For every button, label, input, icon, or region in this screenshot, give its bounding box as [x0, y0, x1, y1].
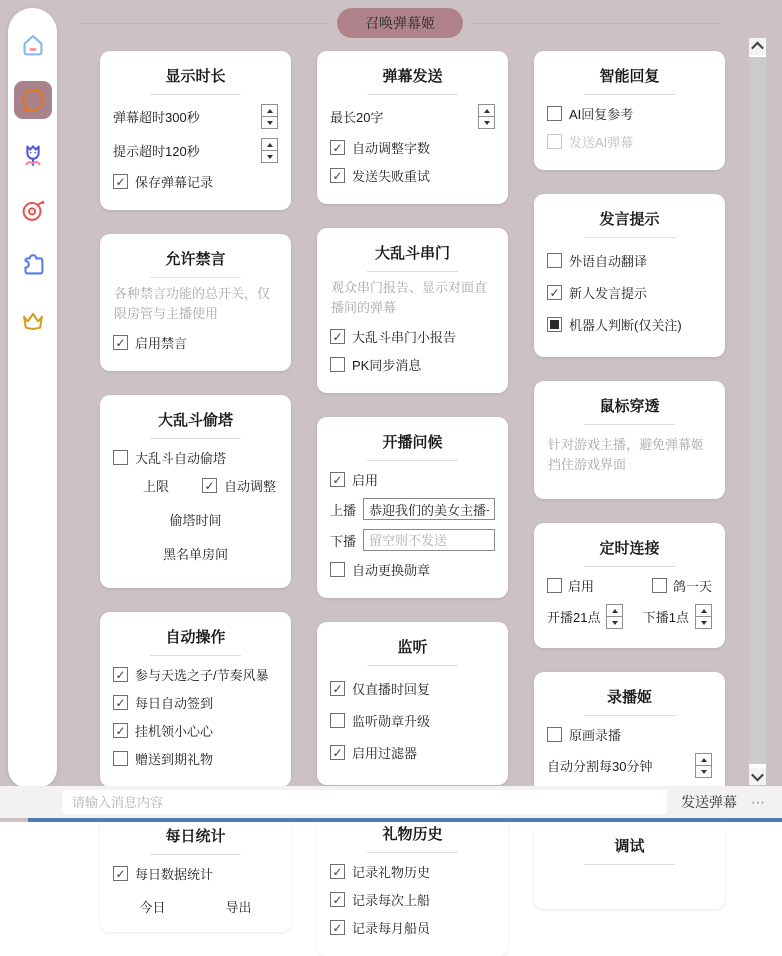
spinner-down-icon[interactable]: [262, 117, 277, 128]
enable-checkbox-row[interactable]: [547, 576, 594, 595]
card-speech-hint: [534, 194, 725, 357]
vinyl-record-icon: [18, 195, 48, 225]
max-length-row: [330, 104, 495, 129]
checkbox-label: 发送AI弹幕: [569, 135, 634, 150]
checkbox: [547, 134, 562, 149]
auto-split-spinner[interactable]: [695, 753, 712, 778]
chevron-up-icon: [751, 42, 764, 55]
card-title-rule: [584, 94, 675, 95]
message-composer-bar: [0, 786, 782, 818]
checkbox-label: 大乱斗自动偷塔: [135, 451, 227, 467]
start-hour-label: 开播21点: [547, 610, 601, 626]
more-options-button[interactable]: ⋯: [751, 793, 766, 810]
card-auto-operations: [100, 612, 291, 787]
card-title-rule: [584, 424, 675, 425]
enable-filter-checkbox-row[interactable]: [330, 743, 495, 762]
checkbox-label: 鸽一天: [672, 579, 712, 595]
spinner-up-icon[interactable]: [696, 754, 711, 766]
timed-connect-toggles-row: [547, 576, 712, 595]
spinner-down-icon[interactable]: [696, 617, 711, 628]
checkbox-label: 记录礼物历史: [352, 865, 431, 881]
auto-translate-checkbox-row[interactable]: [547, 251, 712, 270]
card-title: 智能回复: [599, 68, 660, 85]
card-title: 每日统计: [165, 828, 226, 846]
checkbox[interactable]: [113, 723, 128, 738]
card-title: 录播姬: [606, 689, 652, 707]
spinner-label: 提示超时120秒: [113, 144, 200, 159]
checkbox-label: 参与天选之子/节奏风暴: [135, 668, 269, 684]
card-title-rule: [367, 460, 458, 461]
checkbox-label: 启用: [568, 579, 595, 595]
live-only-reply-checkbox-row[interactable]: [330, 679, 495, 698]
checkbox-label: 自动调整字数: [352, 141, 431, 156]
card-mouse-through: [534, 381, 725, 499]
end-hour-spinner[interactable]: [695, 604, 712, 629]
spinner-down-icon[interactable]: [262, 151, 277, 162]
chat-bubble-icon: [18, 85, 48, 115]
card-description: 观众串门报告、显示对面直播间的弹幕: [331, 280, 488, 316]
hint-timeout-row: [113, 138, 278, 163]
message-input[interactable]: [62, 790, 667, 814]
card-title-rule: [150, 655, 241, 656]
checkbox[interactable]: [113, 335, 128, 350]
checkbox[interactable]: [330, 562, 345, 577]
limit-label: 上限: [143, 479, 170, 495]
spinner-down-icon[interactable]: [607, 617, 622, 628]
steal-time-label: 偷塔时间: [169, 513, 222, 529]
spinner-down-icon[interactable]: [479, 117, 494, 128]
card-title: 定时连接: [599, 540, 660, 558]
checkbox-label: 外语自动翻译: [569, 254, 648, 269]
title-bar: [78, 8, 722, 38]
record-crew-checkbox-row[interactable]: [330, 918, 495, 937]
card-title: 监听: [397, 639, 428, 657]
checkbox[interactable]: [330, 168, 345, 183]
stats-actions-row: [113, 897, 278, 916]
spinner-up-icon[interactable]: [262, 105, 277, 117]
vertical-scrollbar[interactable]: [749, 38, 766, 785]
sidebar-item-danmaku[interactable]: [14, 81, 52, 119]
checkbox[interactable]: [330, 713, 345, 728]
timed-connect-hours-row: [547, 604, 712, 629]
visit-report-checkbox-row[interactable]: [330, 327, 495, 346]
card-title: 发言提示: [599, 211, 660, 228]
checkbox-label: 启用过滤器: [352, 746, 418, 762]
spinner-up-icon[interactable]: [479, 105, 494, 117]
window-bottom-edge: [28, 818, 782, 822]
checkbox[interactable]: [330, 864, 345, 879]
home-icon: [18, 30, 48, 60]
checkbox-label: AI回复参考: [569, 107, 634, 122]
checkbox[interactable]: [330, 329, 345, 344]
on-air-row: [330, 498, 495, 520]
spinner-label: 最长20字: [330, 110, 384, 125]
card-smart-reply: [534, 51, 725, 170]
card-allow-mute: [100, 234, 291, 371]
danmaku-timeout-row: [113, 104, 278, 129]
card-tower-steal: [100, 395, 291, 588]
daily-data-checkbox-row[interactable]: [113, 864, 278, 883]
checkbox[interactable]: [547, 578, 562, 593]
newcomer-hint-checkbox-row[interactable]: [547, 283, 712, 302]
on-air-label: 上播: [330, 502, 357, 518]
checkbox[interactable]: [547, 285, 562, 300]
save-record-checkbox-row[interactable]: [113, 172, 278, 191]
robot-judge-checkbox-row[interactable]: [547, 315, 712, 334]
card-title: 显示时长: [165, 68, 226, 85]
spinner-up-icon[interactable]: [262, 139, 277, 151]
daily-signin-checkbox-row[interactable]: [113, 693, 278, 712]
off-air-input[interactable]: [363, 529, 495, 551]
start-hour-spinner[interactable]: [606, 604, 623, 629]
checkbox-label: 仅直播时回复: [352, 682, 431, 698]
card-title-rule: [367, 852, 458, 853]
export-button[interactable]: 导出: [225, 900, 252, 916]
danmaku-timeout-spinner[interactable]: [261, 104, 278, 129]
scrollbar-down-button[interactable]: [749, 768, 766, 785]
card-title: 开播问候: [382, 434, 443, 452]
checkbox[interactable]: [202, 478, 217, 493]
sidebar-item-home[interactable]: [14, 26, 52, 64]
checkbox[interactable]: [330, 892, 345, 907]
checkbox-label: 赠送到期礼物: [135, 752, 214, 768]
flower-icon: [18, 140, 48, 170]
max-length-spinner[interactable]: [478, 104, 495, 129]
checkbox[interactable]: [113, 751, 128, 766]
auto-split-row: [547, 753, 712, 778]
card-title: 大乱斗偷塔: [157, 412, 233, 430]
card-description: 各种禁言功能的总开关，仅限房管与主播使用: [114, 286, 271, 322]
checkbox-label: 机器人判断(仅关注): [569, 318, 682, 333]
auto-adjust-checkbox-row[interactable]: [202, 476, 276, 495]
card-title-rule: [584, 864, 675, 865]
retry-checkbox-row[interactable]: [330, 166, 495, 185]
card-description: 针对游戏主播，避免弹幕姬挡住游戏界面: [548, 437, 705, 473]
pk-sync-checkbox-row[interactable]: [330, 355, 495, 374]
sidebar-item-flower[interactable]: [14, 136, 52, 174]
checkbox[interactable]: [330, 745, 345, 760]
lottery-checkbox-row[interactable]: [113, 665, 278, 684]
checkbox[interactable]: [330, 472, 345, 487]
checkbox[interactable]: [113, 866, 128, 881]
card-listen: [317, 622, 508, 785]
skip-day-checkbox-row[interactable]: [652, 576, 712, 595]
chevron-down-icon: [751, 769, 764, 782]
settings-column-1: [100, 51, 291, 916]
card-title: 弹幕发送: [382, 68, 443, 85]
title-divider-right: [471, 23, 722, 24]
checkbox[interactable]: [652, 578, 667, 593]
checkbox[interactable]: [330, 681, 345, 696]
card-title: 调试: [614, 838, 645, 856]
sidebar-item-vip[interactable]: [14, 301, 52, 339]
card-recorder: [534, 672, 725, 797]
original-quality-checkbox-row[interactable]: [547, 725, 712, 744]
card-title-rule: [150, 277, 241, 278]
crown-icon: [18, 305, 48, 335]
hint-timeout-spinner[interactable]: [261, 138, 278, 163]
steal-limit-row: [113, 476, 278, 495]
sidebar-item-plugin[interactable]: [14, 246, 52, 284]
start-hour-group: [547, 604, 623, 629]
card-title: 鼠标穿透: [599, 398, 660, 415]
checkbox-label: 挂机领小心心: [135, 724, 214, 740]
end-hour-group: [643, 604, 712, 629]
checkbox[interactable]: [330, 140, 345, 155]
checkbox-label: 启用禁言: [135, 336, 188, 352]
card-title: 大乱斗串门: [374, 245, 450, 262]
record-gifts-checkbox-row[interactable]: [330, 862, 495, 881]
card-title-rule: [584, 566, 675, 567]
end-hour-label: 下播1点: [642, 610, 689, 626]
on-air-input[interactable]: [363, 498, 495, 520]
checkbox[interactable]: [547, 106, 562, 121]
card-title-rule: [150, 854, 241, 855]
summon-danmaku-button[interactable]: 召唤弹幕姬: [337, 8, 463, 38]
checkbox-label: 监听勋章升级: [352, 714, 431, 730]
scrollbar-up-button[interactable]: [749, 38, 766, 55]
card-danmaku-send: [317, 51, 508, 204]
checkbox-label: 每日自动签到: [135, 696, 214, 712]
checkbox-label: 自动调整: [223, 479, 276, 495]
card-title-rule: [367, 665, 458, 666]
checkbox-label: 记录每月船员: [352, 921, 431, 937]
checkbox[interactable]: [113, 667, 128, 682]
checkbox-label: 新人发言提示: [569, 286, 648, 301]
puzzle-icon: [18, 250, 48, 280]
spinner-label: 自动分割每30分钟: [547, 759, 653, 775]
card-gift-history: [317, 809, 508, 956]
checkbox-label: 记录每次上船: [352, 893, 431, 909]
checkbox-label: 自动更换勋章: [352, 563, 431, 579]
checkbox-label: 原画录播: [569, 728, 622, 744]
expiring-gifts-checkbox-row[interactable]: [113, 749, 278, 768]
record-boarding-checkbox-row[interactable]: [330, 890, 495, 909]
checkbox-label: 发送失败重试: [352, 169, 431, 184]
checkbox[interactable]: [330, 357, 345, 372]
card-title-rule: [584, 715, 675, 716]
card-title-rule: [367, 271, 458, 272]
greeting-enable-checkbox-row[interactable]: [330, 470, 495, 489]
card-stream-greeting: [317, 417, 508, 598]
today-button[interactable]: 今日: [139, 900, 166, 916]
checkbox-label: PK同步消息: [352, 358, 422, 374]
send-danmaku-button[interactable]: 发送弹幕: [681, 794, 737, 810]
card-timed-connect: [534, 523, 725, 648]
card-title-rule: [367, 94, 458, 95]
card-title-rule: [150, 438, 241, 439]
checkbox[interactable]: [330, 920, 345, 935]
checkbox[interactable]: [113, 174, 128, 189]
checkbox-label: 每日数据统计: [135, 867, 214, 883]
checkbox[interactable]: [547, 317, 562, 332]
off-air-row: [330, 529, 495, 551]
card-title: 礼物历史: [382, 826, 443, 844]
card-daily-stats: [100, 811, 291, 932]
checkbox[interactable]: [547, 727, 562, 742]
sidebar: [8, 8, 57, 788]
scrollbar-thumb[interactable]: [749, 57, 766, 764]
card-title: 允许禁言: [165, 251, 226, 268]
off-air-label: 下播: [330, 533, 357, 549]
card-debug: [534, 821, 725, 909]
enable-mute-checkbox-row[interactable]: [113, 333, 278, 352]
checkbox[interactable]: [113, 450, 128, 465]
send-ai-checkbox-row: [547, 132, 712, 151]
auto-steal-checkbox-row[interactable]: [113, 448, 278, 467]
sidebar-item-record[interactable]: [14, 191, 52, 229]
checkbox[interactable]: [113, 695, 128, 710]
checkbox-label: 大乱斗串门小报告: [352, 330, 457, 346]
spinner-up-icon[interactable]: [607, 605, 622, 617]
idle-hearts-checkbox-row[interactable]: [113, 721, 278, 740]
auto-medal-checkbox-row[interactable]: [330, 560, 495, 579]
medal-upgrade-checkbox-row[interactable]: [330, 711, 495, 730]
checkbox-label: 启用: [352, 473, 379, 489]
title-divider-left: [78, 23, 329, 24]
auto-adjust-count-checkbox-row[interactable]: [330, 138, 495, 157]
checkbox-label: 保存弹幕记录: [135, 175, 214, 190]
card-display-duration: [100, 51, 291, 210]
ai-reference-checkbox-row[interactable]: [547, 104, 712, 123]
card-title-rule: [150, 94, 241, 95]
card-title: 自动操作: [165, 629, 226, 647]
checkbox[interactable]: [547, 253, 562, 268]
blacklist-room-label: 黑名单房间: [162, 547, 228, 563]
spinner-label: 弹幕超时300秒: [113, 110, 200, 125]
card-battle-visit: [317, 228, 508, 393]
settings-column-2: [317, 51, 508, 937]
card-title-rule: [584, 237, 675, 238]
spinner-up-icon[interactable]: [696, 605, 711, 617]
spinner-down-icon[interactable]: [696, 766, 711, 777]
